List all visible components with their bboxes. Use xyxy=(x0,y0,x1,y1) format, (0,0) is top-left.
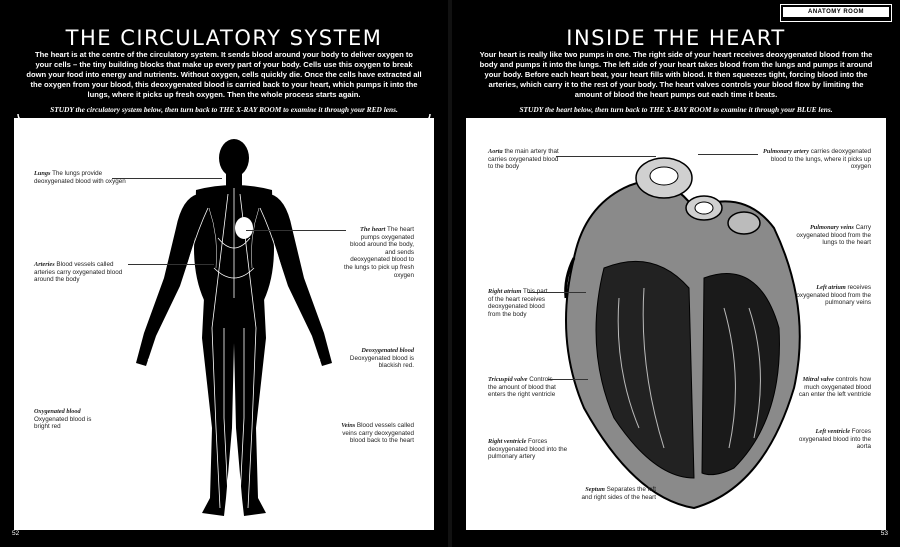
label-right-atrium: Right atrium This part of the heart receives deoxygenated blood from the body xyxy=(488,288,548,318)
page-number: 53 xyxy=(880,530,888,537)
label-oxygenated: Oxygenated blood Oxygenated blood is bright red xyxy=(34,408,92,431)
leader-line xyxy=(548,379,588,380)
label-tricuspid-valve: Tricuspid valve Controls the amount of blood that enters the right ventricle xyxy=(488,376,556,399)
label-deoxygenated: Deoxygenated blood Deoxygenated blood is blackish red. xyxy=(349,347,414,370)
label-veins: Veins Blood vessels called veins carry deoxygenated blood back to the heart xyxy=(341,422,414,445)
leader-line xyxy=(112,178,222,179)
label-pulmonary-veins: Pulmonary veins Carry oxygenated blood from the lungs to the heart xyxy=(796,224,871,247)
study-instruction: STUDY the circulatory system below, then turn back to THE X-RAY ROOM to examine it through your RED lens. xyxy=(50,105,398,115)
leader-line xyxy=(246,230,346,231)
label-left-atrium: Left atrium receives oxygenated blood from the pulmonary veins xyxy=(796,284,871,307)
circulatory-figure-illustration xyxy=(124,128,344,523)
label-mitral-valve: Mitral valve controls how much oxygenated blood can enter the left ventricle xyxy=(798,376,871,399)
right-page xyxy=(452,0,900,547)
left-page xyxy=(0,0,448,547)
heart-illustration xyxy=(544,148,814,518)
illustration-panel xyxy=(14,118,434,530)
leader-line xyxy=(556,156,656,157)
intro-paragraph: The heart is at the centre of the circulatory system. It sends blood around your body to deliver oxygen to your cells – the tiny building blocks that make up every part of your body. Cells use this oxygen to break down your food into energy and nutrients. Without oxygen, cells quickly die. Once the cells have extracted all the oxygen from your blood, this deoxygenated blood is carried back to your heart, which pumps it into the lungs, where it picks up fresh oxygen. Then the whole process starts again. xyxy=(26,49,422,100)
label-left-ventricle: Left ventricle Forces oxygenated blood into the aorta xyxy=(798,428,871,451)
label-heart: The heart The heart pumps oxygenated blood around the body, and sends deoxygenated blood to the lungs to pick up fresh oxygen xyxy=(344,226,415,279)
label-septum: Septum Separates the left and right sides of the heart xyxy=(581,486,656,501)
label-pulmonary-artery: Pulmonary artery carries deoxygenated blood to the lungs, where it picks up oxygen xyxy=(763,148,871,171)
leader-line xyxy=(128,264,214,265)
label-lungs: Lungs The lungs provide deoxygenated blood with oxygen xyxy=(34,170,126,185)
illustration-panel xyxy=(466,118,886,530)
page-title: INSIDE THE HEART xyxy=(566,26,786,51)
page-title: THE CIRCULATORY SYSTEM xyxy=(65,26,383,51)
page-number: 52 xyxy=(12,530,20,537)
label-arteries: Arteries Blood vessels called arteries carry oxygenated blood around the body xyxy=(34,261,123,284)
leader-line xyxy=(698,154,758,155)
leader-line xyxy=(528,292,586,293)
label-right-ventricle: Right ventricle Forces deoxygenated blood into the pulmonary artery xyxy=(488,438,568,461)
intro-paragraph: Your heart is really like two pumps in one. The right side of your heart receives deoxygenated blood from the body and pumps it into the lungs. The left side of your heart takes blood from the lungs and pumps it around your body. Before each heart beat, your heart fills with blood. It then squeezes tight, forcing blood into the arteries, which carry it to the rest of your body. The heart valves controls your blood flow by limiting the amount of blood the heart pumps out each time it beats. xyxy=(479,49,873,100)
section-badge: ANATOMY ROOM xyxy=(780,4,892,22)
label-aorta: Aorta the main artery that carries oxygenated blood to the body xyxy=(488,148,559,171)
study-instruction: STUDY the heart below, then turn back to THE X-RAY ROOM to examine it through your BLUE lens. xyxy=(519,105,833,115)
